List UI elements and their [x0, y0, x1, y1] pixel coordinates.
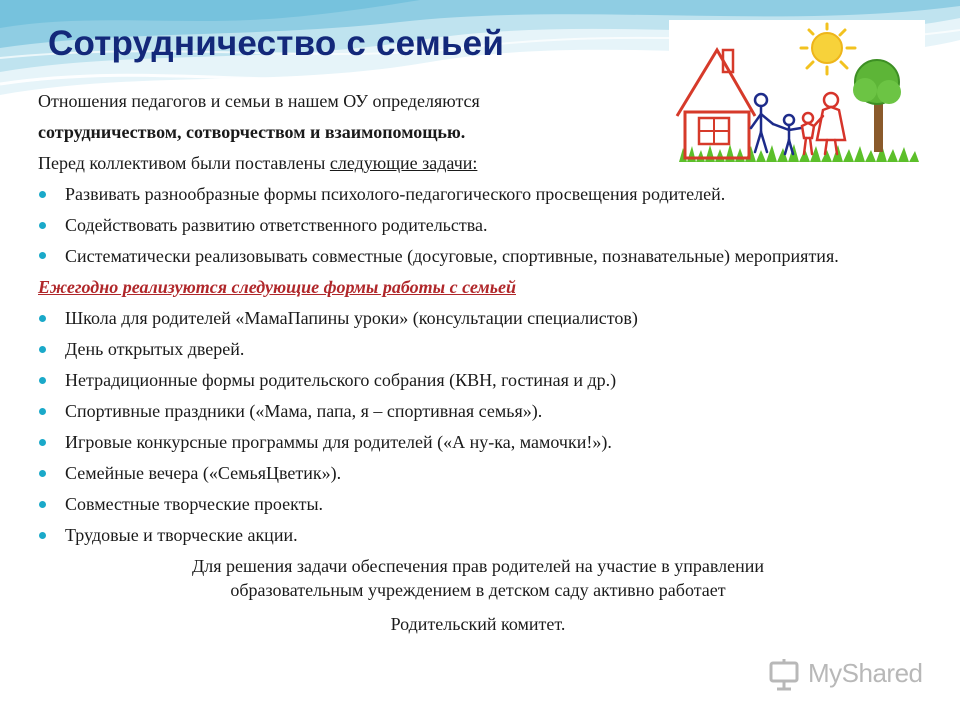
- list-item: День открытых дверей.: [38, 334, 918, 365]
- closing-line-3: Родительский комитет.: [390, 614, 566, 634]
- list-item: Семейные вечера («СемьяЦветик»).: [38, 458, 918, 489]
- list-item: Развивать разнообразные формы психолого-педагогического просвещения родителей.: [38, 179, 918, 210]
- slide-title: Сотрудничество с семьей: [48, 24, 505, 63]
- forms-heading-line: [38, 272, 918, 303]
- watermark: [768, 656, 928, 696]
- intro-line-3-prefix: Перед коллективом были поставлены: [38, 153, 330, 173]
- list-item: Совместные творческие проекты.: [38, 489, 918, 520]
- slide-body: [38, 86, 918, 636]
- list-item: Спортивные праздники («Мама, папа, я – спортивная семья»).: [38, 396, 918, 427]
- list-item: Школа для родителей «МамаПапины уроки» (консультации специалистов): [38, 303, 918, 334]
- intro-line-3: [38, 148, 918, 179]
- closing-line-2: образовательным учреждением в детском саду активно работает: [230, 580, 726, 600]
- closing-paragraph: [38, 554, 918, 636]
- presentation-board-icon: [768, 658, 802, 692]
- forms-list: [38, 303, 918, 551]
- watermark-text: MyShared: [808, 658, 923, 688]
- task-list: [38, 179, 918, 272]
- list-item: Систематически реализовывать совместные (досуговые, спортивные, познавательные) мероприятия.: [38, 241, 918, 272]
- list-item: Нетрадиционные формы родительского собрания (КВН, гостиная и др.): [38, 365, 918, 396]
- forms-heading: Ежегодно реализуются следующие формы работы с семьей: [38, 277, 516, 297]
- list-item: Игровые конкурсные программы для родителей («А ну-ка, мамочки!»).: [38, 427, 918, 458]
- closing-line-1: Для решения задачи обеспечения прав родителей на участие в управлении: [192, 556, 764, 576]
- list-item: Трудовые и творческие акции.: [38, 520, 918, 551]
- intro-line-1: Отношения педагогов и семьи в нашем ОУ определяются: [38, 91, 480, 111]
- tasks-label: следующие задачи:: [329, 153, 478, 173]
- list-item: Содействовать развитию ответственного родительства.: [38, 210, 918, 241]
- intro-line-2: сотрудничеством, сотворчеством и взаимопомощью.: [38, 122, 466, 142]
